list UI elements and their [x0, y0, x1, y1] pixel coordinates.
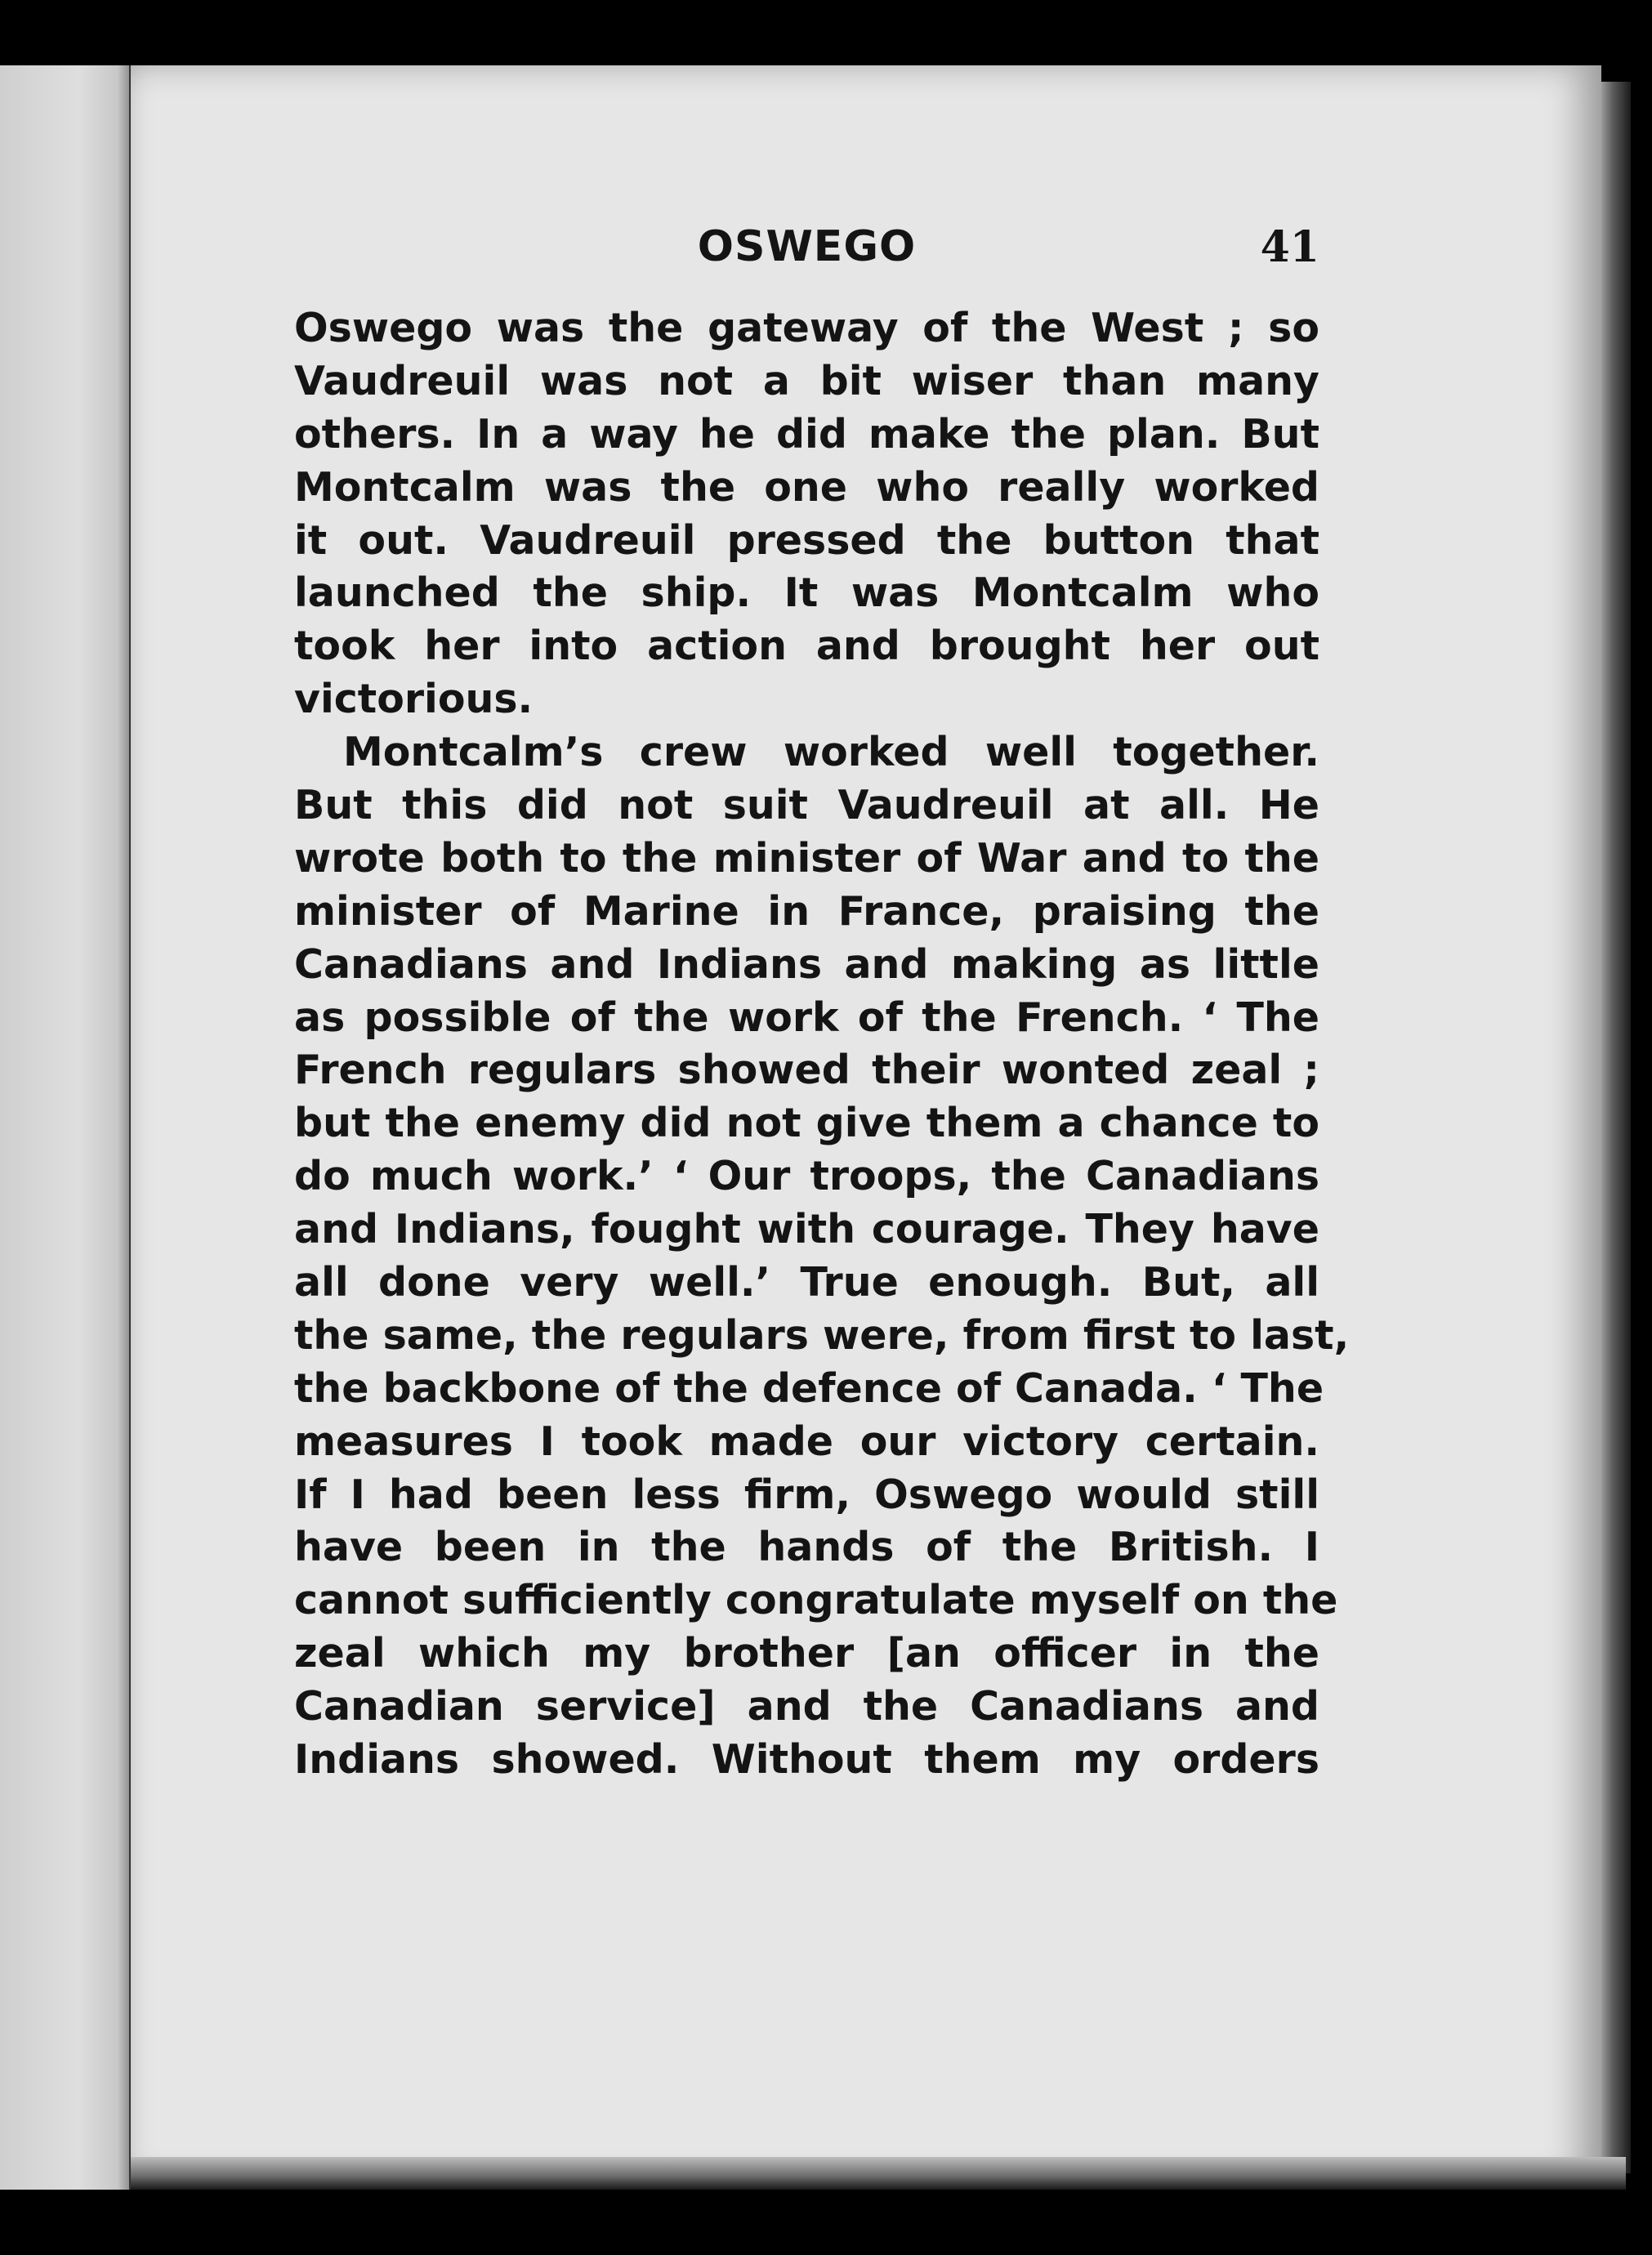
- text-line: Oswego was the gateway of the West ; so: [294, 305, 1319, 351]
- page-bottom-edge-shadow: [131, 2157, 1626, 2190]
- text-line: all done very well.’ True enough. But, all: [294, 1259, 1319, 1306]
- text-line: Montcalm was the one who really worked: [294, 463, 1319, 511]
- text-line: Canadian service] and the Canadians and: [294, 1683, 1319, 1730]
- text-line: it out. Vaudreuil pressed the button that: [294, 516, 1319, 564]
- text-line: Indians showed. Without them my orders: [294, 1736, 1319, 1784]
- text-line: have been in the hands of the British. I: [294, 1524, 1319, 1571]
- text-line: launched the ship. It was Montcalm who: [294, 569, 1319, 617]
- text-line: Vaudreuil was not a bit wiser than many: [294, 357, 1319, 404]
- text-line: the backbone of the defence of Canada. ‘ The: [294, 1364, 1324, 1412]
- text-line: victorious.: [294, 676, 534, 723]
- text-line: wrote both to the minister of War and to the: [294, 834, 1319, 882]
- text-line: others. In a way he did make the plan. But: [294, 410, 1319, 458]
- text-line: but the enemy did not give them a chance to: [294, 1100, 1319, 1147]
- text-line: zeal which my brother [an officer in the: [294, 1630, 1319, 1677]
- text-line: and Indians, fought with courage. They have: [294, 1206, 1319, 1253]
- page-right-edge-shadow: [1601, 82, 1631, 2173]
- text-line: took her into action and brought her out: [294, 623, 1319, 670]
- text-line: French regulars showed their wonted zeal ;: [294, 1047, 1319, 1094]
- running-head: OSWEGO: [697, 222, 917, 271]
- text-line: the same, the regulars were, from first to last,: [294, 1311, 1350, 1359]
- text-line: Montcalm’s crew worked well together.: [343, 729, 1319, 776]
- text-line: cannot sufficiently congratulate myself on the: [294, 1577, 1338, 1624]
- text-line: measures I took made our victory certain.: [294, 1418, 1319, 1465]
- text-line: Canadians and Indians and making as little: [294, 940, 1319, 988]
- text-line: But this did not suit Vaudreuil at all. He: [294, 782, 1319, 829]
- body-text: [294, 302, 1350, 1787]
- page-header: [294, 222, 1319, 279]
- text-line: as possible of the work of the French. ‘ The: [294, 994, 1319, 1041]
- text-line: minister of Marine in France, praising the: [294, 887, 1319, 935]
- facing-page-edge: [0, 65, 131, 2190]
- page-number: 41: [1260, 222, 1319, 272]
- text-line: If I had been less firm, Oswego would still: [294, 1471, 1319, 1518]
- text-line: do much work.’ ‘ Our troops, the Canadians: [294, 1153, 1319, 1200]
